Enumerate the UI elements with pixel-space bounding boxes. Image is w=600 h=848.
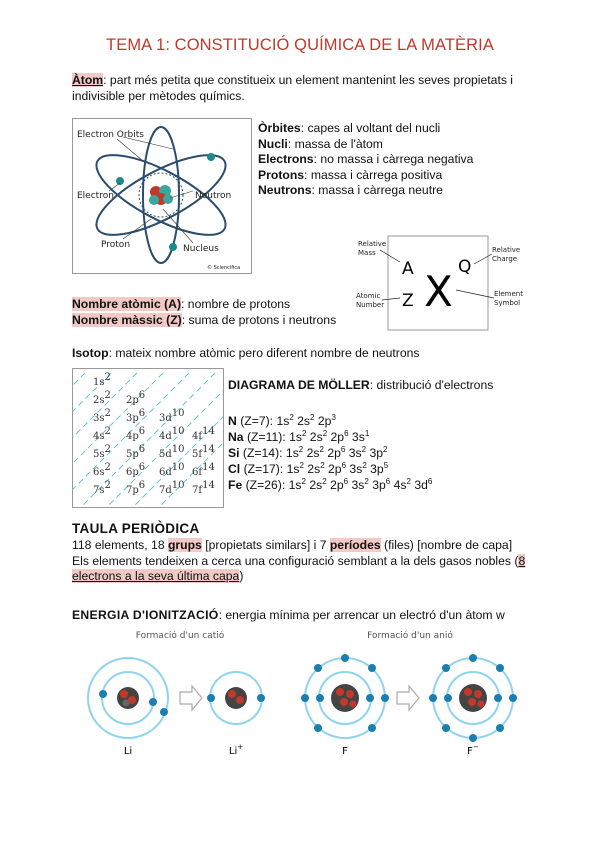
ion-formation-figure — [70, 628, 540, 768]
atom-term: Àtom — [72, 73, 104, 87]
symbol-letter: X — [424, 267, 453, 316]
atom-parts-list — [258, 121, 518, 199]
moller-orbital: 5s2 — [93, 444, 111, 460]
list-item: Nucli: massa de l'àtom — [258, 136, 383, 151]
arrow-right-icon — [180, 686, 202, 710]
moller-orbital: 6p6 — [126, 462, 146, 478]
li-label: Li — [123, 746, 133, 757]
atom-credit: © Sciencifica — [207, 265, 241, 271]
periodic-text: 118 elements, 18 grups [propietats similars] i 7 períodes (files) [nombre de capa] Els elements tendeixen a cerca una configuració semblant a la dels gasos nobles (8 electrons a la seva última capa) — [72, 538, 526, 583]
list-item: Nombre màssic (Z): suma de protons i neutrons — [72, 312, 337, 327]
label-electron-orbits: Electron Orbits — [77, 130, 144, 140]
f-label: F — [342, 746, 348, 757]
anion-caption: Formació d'un anió — [367, 631, 453, 641]
svg-text:F−: F− — [467, 743, 479, 757]
moller-orbital: 2s2 — [93, 390, 111, 406]
li-ion-icon — [207, 672, 265, 724]
cation-caption: Formació d'un catió — [135, 631, 225, 641]
label-electron: Electron — [77, 191, 114, 201]
list-item: Nombre atòmic (A): nombre de protons — [72, 297, 291, 311]
svg-text:Relative: Relative — [492, 246, 521, 254]
svg-text:Element: Element — [494, 290, 523, 298]
f-atom-icon — [301, 654, 389, 738]
moller-orbital: 3s2 — [93, 408, 111, 424]
list-item: Neutrons: massa i càrrega neutre — [258, 183, 443, 197]
isotop-definition: Isotop: mateix nombre atòmic pero diferent nombre de neutrons — [72, 346, 420, 360]
svg-text:Li+: Li+ — [228, 743, 244, 757]
li-ion-label: Li — [228, 746, 238, 757]
moller-orbital: 7d10 — [159, 480, 185, 496]
page-title: TEMA 1: CONSTITUCIÓ QUÍMICA DE LA MATÈRIA — [106, 36, 494, 54]
moller-orbital: 4f14 — [192, 426, 215, 442]
mass-letter: A — [402, 259, 414, 279]
electron-config-item: Na (Z=11): $1s^2$ $2s^2$ $2p^6$ $3s^1$ — [228, 429, 370, 445]
svg-text:Symbol: Symbol — [494, 299, 521, 307]
numbers-definitions — [72, 297, 352, 328]
moller-orbital: 1s2 — [93, 372, 111, 388]
moller-orbital: 6d10 — [159, 462, 185, 478]
electron-config-item: N (Z=7): $1s^2$ $2s^2$ $2p^3$ — [228, 413, 336, 429]
moller-diagram — [72, 368, 224, 508]
label-proton: Proton — [101, 240, 131, 250]
atom-definition — [72, 73, 532, 104]
moller-orbital: 5f14 — [192, 444, 215, 460]
ionization-definition: ENERGIA D'IONITZACIÓ: energia mínima per arrencar un electró d'un àtom w — [72, 608, 505, 622]
f-ion-icon — [429, 654, 517, 742]
moller-orbital: 3d10 — [159, 408, 185, 424]
electron-config-item: Fe (Z=26): $1s^2$ $2s^2$ $2p^6$ $3s^2$ $3p^6$ $4s^2$ $3d^6$ — [228, 477, 433, 493]
charge-letter: Q — [458, 257, 472, 277]
moller-orbital: 6s2 — [93, 462, 111, 478]
moller-orbital: 7p6 — [126, 480, 146, 496]
moller-orbital: 5d10 — [159, 444, 185, 460]
atom-illustration — [73, 119, 251, 273]
atom-diagram — [72, 118, 252, 274]
moller-orbital: 3p6 — [126, 408, 146, 424]
electron-config-item: Si (Z=14): $1s^2$ $2s^2$ $2p^6$ $3s^2$ $3p^2$ — [228, 445, 388, 461]
list-item: Protons: massa i càrrega positiva — [258, 167, 443, 182]
svg-text:Relative: Relative — [358, 240, 387, 248]
nucleus-icon — [149, 185, 173, 205]
moller-arrow — [73, 373, 163, 507]
li-atom-icon — [88, 658, 168, 738]
electron-config-item: Cl (Z=17): $1s^2$ $2s^2$ $2p^6$ $3s^2$ $3p^5$ — [228, 461, 389, 477]
arrow-right-icon — [397, 686, 419, 710]
svg-text:Charge: Charge — [492, 255, 518, 263]
moller-orbital: 6f14 — [192, 462, 215, 478]
moller-heading: DIAGRAMA DE MÖLLER: distribució d'electrons — [228, 378, 494, 392]
moller-orbital: 7s2 — [93, 480, 111, 496]
label-nucleus: Nucleus — [183, 244, 219, 254]
list-item: Òrbites: capes al voltant del nucli — [258, 121, 441, 135]
svg-text:Atomic: Atomic — [356, 292, 381, 300]
moller-orbital: 4s2 — [93, 426, 111, 442]
element-notation-diagram — [352, 234, 532, 334]
f-ion-label: F — [467, 746, 473, 757]
number-letter: Z — [402, 291, 414, 311]
atom-definition-text: : part més petita que constitueix un element mantenint les seves propietats i indivisible per mètodes químics. — [72, 73, 514, 103]
moller-orbital: 4d10 — [159, 426, 185, 442]
list-item: Electrons: no massa i càrrega negativa — [258, 152, 474, 166]
moller-orbital: 4p6 — [126, 426, 146, 442]
moller-orbital: 2p6 — [126, 390, 146, 406]
moller-orbital: 7f14 — [192, 480, 215, 496]
moller-orbital: 5p6 — [126, 444, 146, 460]
electron-config-list — [228, 410, 528, 493]
periodic-heading: TAULA PERIÒDICA — [72, 521, 200, 536]
svg-text:Mass: Mass — [358, 249, 376, 257]
label-neutron: Neutron — [195, 191, 232, 201]
svg-text:Number: Number — [356, 301, 385, 309]
